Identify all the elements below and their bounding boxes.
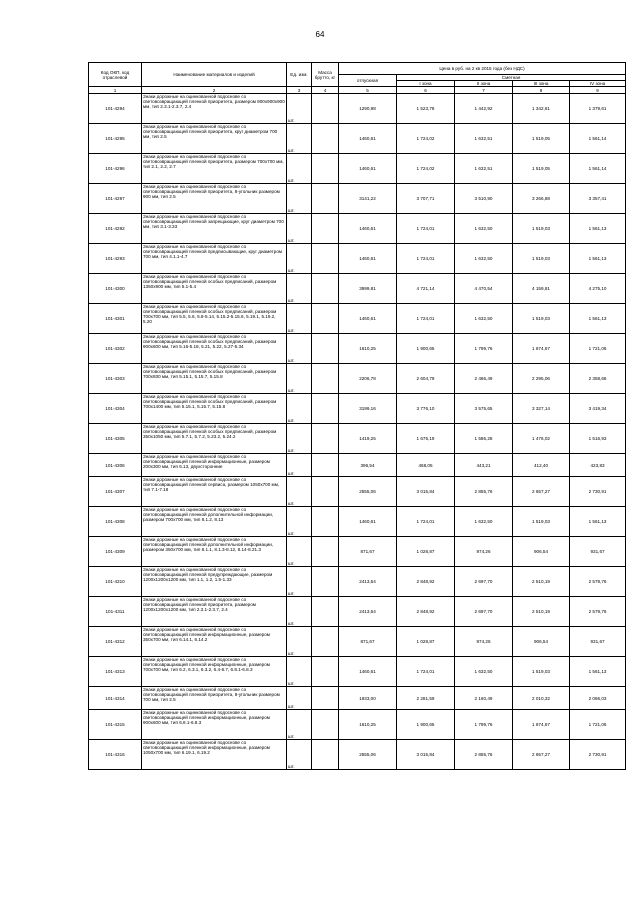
release-price: 2555,06 xyxy=(339,477,397,507)
estimate-price-zone-3: 2 657,27 xyxy=(513,477,570,507)
estimate-price-zone-4: 1 561,14 xyxy=(570,154,626,184)
product-code: 101-4316 xyxy=(89,740,142,770)
gross-mass xyxy=(312,627,339,657)
product-code: 101-4297 xyxy=(89,184,142,214)
release-price: 2413,64 xyxy=(339,597,397,627)
product-name: Знаки дорожные на оцинкованной подоснове со световозвращающей пленкой особых предписаний, размером 1350х900 мм, тип 5.1-5.4 xyxy=(142,274,287,304)
product-code: 101-4314 xyxy=(89,687,142,710)
estimate-price-zone-4: 1 379,61 xyxy=(570,94,626,124)
estimate-price-zone-4: 1 561,13 xyxy=(570,244,626,274)
header-code: Код ОКП, код отраслевой xyxy=(89,63,142,87)
estimate-price-zone-4: 3 357,41 xyxy=(570,184,626,214)
header-zone-1: I зона xyxy=(397,81,455,87)
table-row xyxy=(89,687,626,710)
estimate-price-zone-3: 2 295,06 xyxy=(513,364,570,394)
gross-mass xyxy=(312,567,339,597)
release-price: 1460,61 xyxy=(339,214,397,244)
unit-of-measure: шт. xyxy=(287,740,312,770)
release-price: 396,54 xyxy=(339,454,397,477)
product-code: 101-4295 xyxy=(89,124,142,154)
estimate-price-zone-4: 1 561,13 xyxy=(570,507,626,537)
column-number: 8 xyxy=(513,87,570,94)
estimate-price-zone-2: 1 586,28 xyxy=(455,424,513,454)
release-price: 1933,00 xyxy=(339,687,397,710)
estimate-price-zone-2: 1 799,76 xyxy=(455,334,513,364)
estimate-price-zone-1: 1 724,01 xyxy=(397,214,455,244)
table-row xyxy=(89,424,626,454)
product-name: Знаки дорожные на оцинкованной подоснове со световозвращающей пленкой особых предписаний, размером 350х1050 мм, тип 5.7.1, 5.7.2, 5.23.2, 5.24.2 xyxy=(142,424,287,454)
estimate-price-zone-3: 1 519,05 xyxy=(513,124,570,154)
estimate-price-zone-1: 1 724,02 xyxy=(397,154,455,184)
release-price: 1460,61 xyxy=(339,507,397,537)
gross-mass xyxy=(312,424,339,454)
release-price: 3141,22 xyxy=(339,184,397,214)
gross-mass xyxy=(312,214,339,244)
product-name: Знаки дорожные на оцинкованной подоснове со световозвращающей пленкой информационные, размером 200х300 мм, тип 6.13, двухсторонние xyxy=(142,454,287,477)
estimate-price-zone-2: 1 632,50 xyxy=(455,244,513,274)
unit-of-measure: шт. xyxy=(287,364,312,394)
estimate-price-zone-3: 4 159,81 xyxy=(513,274,570,304)
estimate-price-zone-4: 1 721,06 xyxy=(570,710,626,740)
header-mass: Масса брутто, кг xyxy=(312,63,339,87)
estimate-price-zone-4: 1 561,13 xyxy=(570,214,626,244)
estimate-price-zone-3: 1 476,02 xyxy=(513,424,570,454)
estimate-price-zone-2: 1 799,76 xyxy=(455,710,513,740)
product-code: 101-4310 xyxy=(89,567,142,597)
estimate-price-zone-4: 2 579,76 xyxy=(570,567,626,597)
estimate-price-zone-1: 2 281,59 xyxy=(397,687,455,710)
estimate-price-zone-4: 1 561,13 xyxy=(570,304,626,334)
header-price-group: Цена в руб. на 2 кв 2015 года (без НДС) xyxy=(339,63,626,75)
estimate-price-zone-2: 1 632,51 xyxy=(455,124,513,154)
estimate-price-zone-4: 931,67 xyxy=(570,627,626,657)
table-row xyxy=(89,597,626,627)
header-unit: Ед. изм. xyxy=(287,63,312,87)
table-row xyxy=(89,244,626,274)
estimate-price-zone-1: 1 028,87 xyxy=(397,627,455,657)
page-number: 64 xyxy=(315,30,325,39)
product-code: 101-4315 xyxy=(89,710,142,740)
unit-of-measure: шт. xyxy=(287,274,312,304)
gross-mass xyxy=(312,334,339,364)
product-code: 101-4309 xyxy=(89,537,142,567)
product-name: Знаки дорожные на оцинкованной подоснове со световозвращающей пленкой особых предписаний, размером 700х930 мм, тип 5.15.1, 5.15.7, 5.15.8 xyxy=(142,364,287,394)
gross-mass xyxy=(312,94,339,124)
estimate-price-zone-1: 1 724,01 xyxy=(397,304,455,334)
table-row xyxy=(89,454,626,477)
estimate-price-zone-2: 1 632,50 xyxy=(455,657,513,687)
estimate-price-zone-4: 2 358,66 xyxy=(570,364,626,394)
estimate-price-zone-1: 1 900,65 xyxy=(397,710,455,740)
estimate-price-zone-1: 1 724,01 xyxy=(397,507,455,537)
table-row xyxy=(89,184,626,214)
header-name: Наименование материалов и изделий xyxy=(142,63,287,87)
product-code: 101-4296 xyxy=(89,154,142,184)
gross-mass xyxy=(312,597,339,627)
estimate-price-zone-4: 1 721,06 xyxy=(570,334,626,364)
estimate-price-zone-2: 1 632,50 xyxy=(455,304,513,334)
gross-mass xyxy=(312,364,339,394)
table-row xyxy=(89,710,626,740)
product-name: Знаки дорожные на оцинкованной подоснове со световозвращающей пленкой приоритета, круг диаметром 700 мм, тип 2.5 xyxy=(142,124,287,154)
table-row xyxy=(89,657,626,687)
estimate-price-zone-2: 1 632,51 xyxy=(455,154,513,184)
estimate-price-zone-3: 3 266,88 xyxy=(513,184,570,214)
column-number: 3 xyxy=(287,87,312,94)
product-name: Знаки дорожные на оцинкованной подоснове со световозвращающей пленкой информационные, размером 700х700 мм, тип 6.2, 6.3.1, 6.3.2, 6.4-6.7, 6.8.1-6.8.3 xyxy=(142,657,287,687)
release-price: 1460,61 xyxy=(339,304,397,334)
header-estimate-price: Сметная xyxy=(397,75,626,81)
estimate-price-zone-3: 3 327,14 xyxy=(513,394,570,424)
table-row xyxy=(89,304,626,334)
column-number: 4 xyxy=(312,87,339,94)
estimate-price-zone-3: 1 519,05 xyxy=(513,154,570,184)
table-row xyxy=(89,154,626,184)
product-name: Знаки дорожные на оцинкованной подоснове со световозвращающей пленкой предупреждающие, размером 1200х1200х1200 мм, тип 1.1, 1.2, 1.5-1.33 xyxy=(142,567,287,597)
estimate-price-zone-1: 3 776,10 xyxy=(397,394,455,424)
estimate-price-zone-4: 2 730,91 xyxy=(570,740,626,770)
estimate-price-zone-2: 443,21 xyxy=(455,454,513,477)
table-row xyxy=(89,627,626,657)
gross-mass xyxy=(312,657,339,687)
unit-of-measure: шт. xyxy=(287,424,312,454)
header-zone-4: IV зона xyxy=(570,81,626,87)
estimate-price-zone-1: 3 015,84 xyxy=(397,477,455,507)
estimate-price-zone-4: 1 516,93 xyxy=(570,424,626,454)
table-row xyxy=(89,537,626,567)
estimate-price-zone-4: 2 066,03 xyxy=(570,687,626,710)
gross-mass xyxy=(312,274,339,304)
product-name: Знаки дорожные на оцинкованной подоснове со световозвращающей пленкой приоритета, размером 900х900х900 мм, тип 2.3.1-2.3.7, 2.4 xyxy=(142,94,287,124)
product-code: 101-4302 xyxy=(89,334,142,364)
release-price: 1460,61 xyxy=(339,124,397,154)
estimate-price-zone-2: 2 855,76 xyxy=(455,477,513,507)
estimate-price-zone-1: 2 848,92 xyxy=(397,567,455,597)
table-row xyxy=(89,274,626,304)
product-name: Знаки дорожные на оцинкованной подоснове со световозвращающей пленкой запрещающие, круг диаметром 700 мм, тип 3.1-3.33 xyxy=(142,214,287,244)
price-table xyxy=(88,62,626,770)
product-code: 101-4293 xyxy=(89,244,142,274)
gross-mass xyxy=(312,537,339,567)
estimate-price-zone-1: 1 028,87 xyxy=(397,537,455,567)
unit-of-measure: шт. xyxy=(287,124,312,154)
estimate-price-zone-2: 2 697,70 xyxy=(455,567,513,597)
product-name: Знаки дорожные на оцинкованной подоснове со световозвращающей пленкой особых предписаний, размером 700х700 мм, тип 5.5, 5.6, 5.8-5.14, 5.15.2-5.15.6, 5.19.1, 5.19.2, 5.20 xyxy=(142,304,287,334)
product-code: 101-4308 xyxy=(89,507,142,537)
unit-of-measure: шт. xyxy=(287,394,312,424)
estimate-price-zone-1: 3 015,84 xyxy=(397,740,455,770)
column-number: 2 xyxy=(142,87,287,94)
gross-mass xyxy=(312,477,339,507)
product-code: 101-4311 xyxy=(89,597,142,627)
estimate-price-zone-3: 906,54 xyxy=(513,537,570,567)
unit-of-measure: шт. xyxy=(287,184,312,214)
header-zone-2: II зона xyxy=(455,81,513,87)
table-row xyxy=(89,477,626,507)
estimate-price-zone-2: 3 510,90 xyxy=(455,184,513,214)
product-name: Знаки дорожные на оцинкованной подоснове со световозвращающей пленкой информационные, размером 900х600 мм, тип 6.8.1-6.8.3 xyxy=(142,710,287,740)
product-code: 101-4312 xyxy=(89,627,142,657)
product-name: Знаки дорожные на оцинкованной подоснове со световозвращающей пленкой приоритета, размером 700х700 мм, тип 2.1, 2.2, 2.7 xyxy=(142,154,287,184)
product-code: 101-4292 xyxy=(89,214,142,244)
estimate-price-zone-2: 2 160,49 xyxy=(455,687,513,710)
unit-of-measure: шт. xyxy=(287,597,312,627)
product-name: Знаки дорожные на оцинкованной подоснове со световозвращающей пленкой приоритета, 8-угольник размером 700 мм, тип 2.5 xyxy=(142,687,287,710)
estimate-price-zone-4: 3 419,34 xyxy=(570,394,626,424)
estimate-price-zone-2: 4 470,54 xyxy=(455,274,513,304)
estimate-price-zone-2: 1 442,92 xyxy=(455,94,513,124)
gross-mass xyxy=(312,184,339,214)
column-number: 6 xyxy=(397,87,455,94)
estimate-price-zone-2: 974,26 xyxy=(455,537,513,567)
estimate-price-zone-4: 423,83 xyxy=(570,454,626,477)
release-price: 3999,81 xyxy=(339,274,397,304)
product-name: Знаки дорожные на оцинкованной подоснове со световозвращающей пленкой предписывающие, круг диаметром 700 мм, тип 4.1.1-4.7 xyxy=(142,244,287,274)
column-number: 7 xyxy=(455,87,513,94)
release-price: 1460,61 xyxy=(339,154,397,184)
column-number: 9 xyxy=(570,87,626,94)
product-code: 101-4313 xyxy=(89,657,142,687)
release-price: 1610,25 xyxy=(339,334,397,364)
release-price: 2206,78 xyxy=(339,364,397,394)
table-row xyxy=(89,334,626,364)
estimate-price-zone-1: 1 724,02 xyxy=(397,124,455,154)
estimate-price-zone-2: 1 632,50 xyxy=(455,214,513,244)
gross-mass xyxy=(312,507,339,537)
product-name: Знаки дорожные на оцинкованной подоснове со световозвращающей пленкой сервиса, размером 1050х700 мм, тип 7.1-7.18 xyxy=(142,477,287,507)
estimate-price-zone-4: 4 275,10 xyxy=(570,274,626,304)
gross-mass xyxy=(312,244,339,274)
estimate-price-zone-1: 1 900,65 xyxy=(397,334,455,364)
estimate-price-zone-4: 2 730,91 xyxy=(570,477,626,507)
estimate-price-zone-3: 906,54 xyxy=(513,627,570,657)
estimate-price-zone-3: 1 519,03 xyxy=(513,214,570,244)
product-code: 101-4301 xyxy=(89,304,142,334)
unit-of-measure: шт. xyxy=(287,657,312,687)
estimate-price-zone-3: 1 674,67 xyxy=(513,334,570,364)
estimate-price-zone-1: 1 724,01 xyxy=(397,657,455,687)
estimate-price-zone-4: 2 579,76 xyxy=(570,597,626,627)
estimate-price-zone-2: 974,26 xyxy=(455,627,513,657)
table-row xyxy=(89,394,626,424)
unit-of-measure: шт. xyxy=(287,154,312,184)
estimate-price-zone-2: 2 855,76 xyxy=(455,740,513,770)
gross-mass xyxy=(312,454,339,477)
table-row xyxy=(89,124,626,154)
gross-mass xyxy=(312,304,339,334)
estimate-price-zone-2: 2 697,70 xyxy=(455,597,513,627)
estimate-price-zone-4: 1 561,14 xyxy=(570,124,626,154)
product-name: Знаки дорожные на оцинкованной подоснове со световозвращающей пленкой информационные, размером 1050х700 мм, тип 6.19.1, 6.19.2 xyxy=(142,740,287,770)
gross-mass xyxy=(312,710,339,740)
gross-mass xyxy=(312,740,339,770)
gross-mass xyxy=(312,687,339,710)
estimate-price-zone-3: 2 657,27 xyxy=(513,740,570,770)
product-name: Знаки дорожные на оцинкованной подоснове со световозвращающей пленкой приоритета, размером 1200х1200х1200 мм, тип 2.3.1-2.3.7, 2.4 xyxy=(142,597,287,627)
estimate-price-zone-3: 2 510,19 xyxy=(513,597,570,627)
estimate-price-zone-3: 1 674,67 xyxy=(513,710,570,740)
estimate-price-zone-3: 2 010,32 xyxy=(513,687,570,710)
product-code: 101-4300 xyxy=(89,274,142,304)
estimate-price-zone-3: 1 519,03 xyxy=(513,657,570,687)
release-price: 1290,98 xyxy=(339,94,397,124)
estimate-price-zone-1: 1 523,78 xyxy=(397,94,455,124)
price-table-body xyxy=(89,94,626,770)
unit-of-measure: шт. xyxy=(287,537,312,567)
column-number: 1 xyxy=(89,87,142,94)
product-name: Знаки дорожные на оцинкованной подоснове со световозвращающей пленкой дополнительной информации, размером 700х700 мм, тип 8.1.2, 8.13 xyxy=(142,507,287,537)
estimate-price-zone-4: 1 561,13 xyxy=(570,657,626,687)
product-code: 101-4304 xyxy=(89,394,142,424)
unit-of-measure: шт. xyxy=(287,94,312,124)
column-number-row xyxy=(89,87,626,94)
product-code: 101-4307 xyxy=(89,477,142,507)
estimate-price-zone-1: 1 675,19 xyxy=(397,424,455,454)
unit-of-measure: шт. xyxy=(287,710,312,740)
gross-mass xyxy=(312,124,339,154)
product-code: 101-4306 xyxy=(89,454,142,477)
table-row xyxy=(89,94,626,124)
estimate-price-zone-3: 1 519,03 xyxy=(513,507,570,537)
product-code: 101-4294 xyxy=(89,94,142,124)
header-zone-3: III зона xyxy=(513,81,570,87)
unit-of-measure: шт. xyxy=(287,567,312,597)
estimate-price-zone-1: 1 724,01 xyxy=(397,244,455,274)
product-code: 101-4303 xyxy=(89,364,142,394)
product-name: Знаки дорожные на оцинкованной подоснове со световозвращающей пленкой особых предписаний, размером 900х600 мм, тип 5.16-5.18, 5.21, 5.22, 5.27-5.34 xyxy=(142,334,287,364)
estimate-price-zone-1: 3 707,71 xyxy=(397,184,455,214)
estimate-price-zone-1: 468,05 xyxy=(397,454,455,477)
table-row xyxy=(89,507,626,537)
estimate-price-zone-1: 2 604,79 xyxy=(397,364,455,394)
table-row xyxy=(89,740,626,770)
unit-of-measure: шт. xyxy=(287,304,312,334)
release-price: 1460,61 xyxy=(339,244,397,274)
estimate-price-zone-1: 4 721,14 xyxy=(397,274,455,304)
table-row xyxy=(89,567,626,597)
estimate-price-zone-3: 1 519,03 xyxy=(513,304,570,334)
product-name: Знаки дорожные на оцинкованной подоснове со световозвращающей пленкой дополнительной информации, размером 350х700 мм, тип 8.1.1, 8.1.3-8.12, 8.14-8.21.3 xyxy=(142,537,287,567)
release-price: 1610,25 xyxy=(339,710,397,740)
gross-mass xyxy=(312,394,339,424)
product-name: Знаки дорожные на оцинкованной подоснове со световозвращающей пленкой особых предписаний, размером 700х1400 мм, тип 5.15.1, 5.15.7, 5.15.8 xyxy=(142,394,287,424)
estimate-price-zone-3: 2 510,19 xyxy=(513,567,570,597)
gross-mass xyxy=(312,154,339,184)
product-name: Знаки дорожные на оцинкованной подоснове со световозвращающей пленкой информационные, размером 350х700 мм, тип 6.14.1, 6.14.2 xyxy=(142,627,287,657)
estimate-price-zone-4: 931,67 xyxy=(570,537,626,567)
release-price: 3199,16 xyxy=(339,394,397,424)
release-price: 2413,64 xyxy=(339,567,397,597)
table-row xyxy=(89,364,626,394)
release-price: 2555,06 xyxy=(339,740,397,770)
header-release-price: отпускная xyxy=(339,75,397,87)
column-number: 5 xyxy=(339,87,397,94)
unit-of-measure: шт. xyxy=(287,507,312,537)
estimate-price-zone-3: 1 519,03 xyxy=(513,244,570,274)
estimate-price-zone-3: 1 342,61 xyxy=(513,94,570,124)
unit-of-measure: шт. xyxy=(287,477,312,507)
unit-of-measure: шт. xyxy=(287,687,312,710)
product-name: Знаки дорожные на оцинкованной подоснове со световозвращающей пленкой приоритета, 8-угольник размером 900 мм, тип 2.5 xyxy=(142,184,287,214)
release-price: 1460,61 xyxy=(339,657,397,687)
release-price: 871,67 xyxy=(339,627,397,657)
estimate-price-zone-3: 412,40 xyxy=(513,454,570,477)
release-price: 871,67 xyxy=(339,537,397,567)
release-price: 1419,25 xyxy=(339,424,397,454)
table-row xyxy=(89,214,626,244)
estimate-price-zone-2: 1 632,50 xyxy=(455,507,513,537)
unit-of-measure: шт. xyxy=(287,214,312,244)
unit-of-measure: шт. xyxy=(287,244,312,274)
unit-of-measure: шт. xyxy=(287,627,312,657)
unit-of-measure: шт. xyxy=(287,454,312,477)
product-code: 101-4305 xyxy=(89,424,142,454)
estimate-price-zone-1: 2 848,92 xyxy=(397,597,455,627)
unit-of-measure: шт. xyxy=(287,334,312,364)
estimate-price-zone-2: 3 575,65 xyxy=(455,394,513,424)
estimate-price-zone-2: 2 466,49 xyxy=(455,364,513,394)
